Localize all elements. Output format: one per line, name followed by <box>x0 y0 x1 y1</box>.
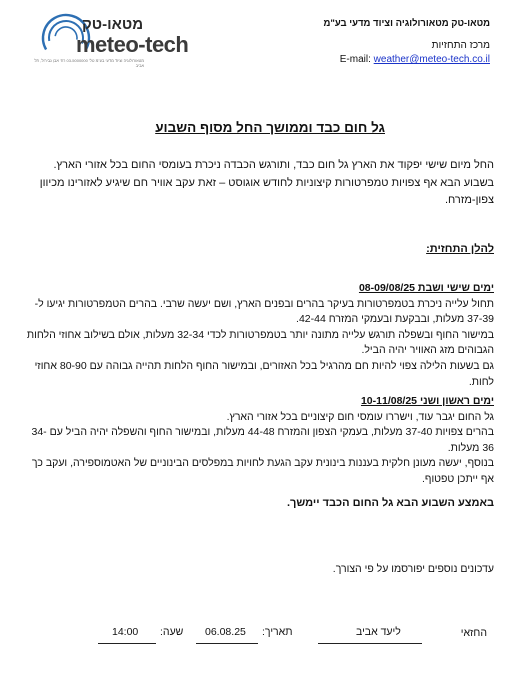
email-link[interactable]: weather@meteo-tech.co.il <box>373 54 490 65</box>
document-headline: גל חום כבד וממושך החל מסוף השבוע <box>155 120 385 135</box>
intro-paragraph: החל מיום שישי יפקוד את הארץ גל חום כבד, ותורגש הכבדה ניכרת בעומסי החום בכל אזורי הארץ. בשבוע הבא אף צפויות טמפרטורות קיצוניות לחודש אוגוסט – זאת עקב אוויר חם שיגיע לאזורינו מכיוון צפון-מזרח. <box>39 159 494 206</box>
logo-hebrew-text: מטאו-טק <box>82 16 144 33</box>
time-value: 14:00 <box>112 626 139 638</box>
forecast-paragraph: גל החום יגבר עוד, וישררו עומסי חום קיצוניים בכל אזורי הארץ. <box>226 410 494 423</box>
forecast-block-weekend <box>20 281 494 390</box>
date-underline <box>196 643 258 644</box>
forecaster-name: ליעד אביב <box>356 626 401 638</box>
forecast-paragraph: גם בשעות הלילה צפוי להיות חם מהרגיל בכל האזורים, ובמישור החוף הלחות תהייה גבוהה עם 80-90 אחוזי לחות. <box>34 359 494 388</box>
forecast-block-heading: ימים שישי ושבת 08-09/08/25 <box>358 282 494 294</box>
updates-note: עדכונים נוספים יפורסמו על פי הצורך. <box>332 563 494 575</box>
time-underline <box>98 643 156 644</box>
forecaster-label: החזאי <box>460 627 487 639</box>
time-label: שעה: <box>160 626 184 638</box>
email-label: E-mail: <box>339 54 371 65</box>
forecast-paragraph: במישור החוף ובשפלה תורגש עלייה מתונה יותר בטמפרטורות לכדי 32-34 מעלות, אולם בשילוב אחוזי הלחות הגבוהים מזג האוויר יהיה הביל. <box>26 328 494 357</box>
forecast-paragraph: בנוסף, יעשה מעונן חלקית בעננות בינונית עקב הגעת לחויות במפלסים הבינוניים של האטמוספירה, ועקב כך אף ייתכן טפטוף. <box>31 457 494 485</box>
logo-fine-print: מטאורולוגיה וציוד מדעי בע"מ טל' 03-5000000 רח' אבן גבירול, תל אביב <box>34 58 144 68</box>
date-value: 06.08.25 <box>205 626 246 638</box>
email-line <box>340 54 490 65</box>
forecast-block-heading: ימים ראשון ושני 10-11/08/25 <box>360 395 494 407</box>
forecast-paragraph: בהרים צפויות 37-40 מעלות, בעמקי הצפון והמזרח 44-48 מעלות, ובמישור החוף והשפלה יהיה הביל עם 34-36 מעלות. <box>31 426 494 454</box>
department-name: מרכז התחזיות <box>431 40 490 51</box>
company-logo <box>26 12 189 74</box>
logo-english-text: meteo-tech <box>76 32 189 57</box>
forecast-section-title: להלן התחזית: <box>426 243 494 255</box>
company-name: מטאו-טק מטאורולוגיה וציוד מדעי בע"מ <box>323 18 490 29</box>
forecast-block-sun-mon <box>20 394 494 488</box>
forecaster-underline <box>318 643 422 644</box>
date-label: תאריך: <box>262 626 293 638</box>
forecast-paragraph: תחול עלייה ניכרת בטמפרטורות בעיקר בהרים ובפנים הארץ, ושם יעשה שרבי. בהרים הטמפרטורות יגיעו ל- 37-39 מעלות, ובבקעת ובעמקי המזרח 42-44. <box>34 297 494 326</box>
summary-line: באמצע השבוע הבא גל החום הכבד יימשך. <box>286 497 494 509</box>
